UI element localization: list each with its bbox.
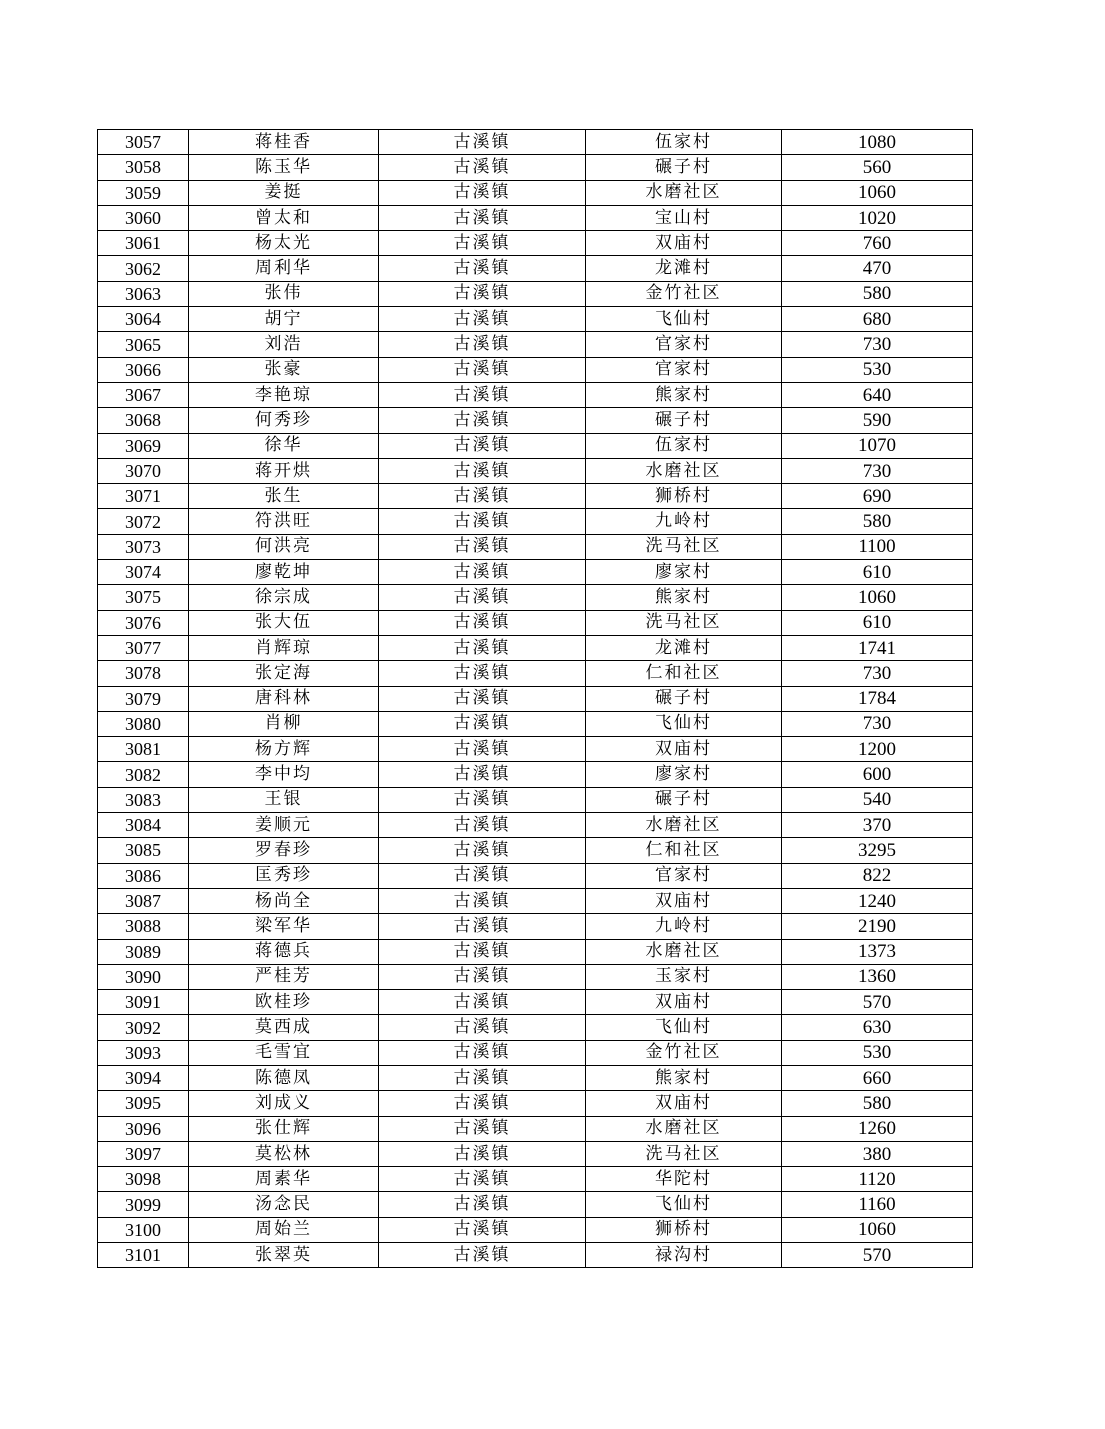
- village-name-cell: 水磨社区: [586, 458, 782, 483]
- town-name-cell: 古溪镇: [379, 357, 586, 382]
- village-name-cell: 华陀村: [586, 1167, 782, 1192]
- table-row: [98, 686, 973, 711]
- amount-cell: 1070: [782, 433, 973, 458]
- amount-cell: 1060: [782, 180, 973, 205]
- town-name-cell: 古溪镇: [379, 231, 586, 256]
- person-name-cell: 肖辉琼: [189, 635, 379, 660]
- town-name-cell: 古溪镇: [379, 307, 586, 332]
- row-number-cell: 3080: [98, 711, 189, 736]
- village-name-cell: 双庙村: [586, 737, 782, 762]
- table-row: [98, 838, 973, 863]
- table-row: [98, 1141, 973, 1166]
- town-name-cell: 古溪镇: [379, 433, 586, 458]
- town-name-cell: 古溪镇: [379, 180, 586, 205]
- town-name-cell: 古溪镇: [379, 382, 586, 407]
- table-row: [98, 180, 973, 205]
- amount-cell: 610: [782, 560, 973, 585]
- row-number-cell: 3096: [98, 1116, 189, 1141]
- table-row: [98, 231, 973, 256]
- person-name-cell: 蒋德兵: [189, 939, 379, 964]
- town-name-cell: 古溪镇: [379, 1192, 586, 1217]
- table-row: [98, 610, 973, 635]
- village-name-cell: 仁和社区: [586, 661, 782, 686]
- row-number-cell: 3057: [98, 130, 189, 155]
- person-name-cell: 徐华: [189, 433, 379, 458]
- village-name-cell: 碾子村: [586, 787, 782, 812]
- village-name-cell: 龙滩村: [586, 256, 782, 281]
- town-name-cell: 古溪镇: [379, 1040, 586, 1065]
- village-name-cell: 飞仙村: [586, 307, 782, 332]
- row-number-cell: 3073: [98, 534, 189, 559]
- row-number-cell: 3100: [98, 1217, 189, 1242]
- person-name-cell: 匡秀珍: [189, 863, 379, 888]
- person-name-cell: 李中均: [189, 762, 379, 787]
- table-row: [98, 357, 973, 382]
- person-name-cell: 刘成义: [189, 1091, 379, 1116]
- row-number-cell: 3095: [98, 1091, 189, 1116]
- person-name-cell: 唐科林: [189, 686, 379, 711]
- table-row: [98, 130, 973, 155]
- amount-cell: 1060: [782, 585, 973, 610]
- row-number-cell: 3059: [98, 180, 189, 205]
- table-row: [98, 813, 973, 838]
- town-name-cell: 古溪镇: [379, 635, 586, 660]
- village-name-cell: 碾子村: [586, 686, 782, 711]
- person-name-cell: 毛雪宜: [189, 1040, 379, 1065]
- table-row: [98, 914, 973, 939]
- amount-cell: 822: [782, 863, 973, 888]
- town-name-cell: 古溪镇: [379, 484, 586, 509]
- table-row: [98, 155, 973, 180]
- village-name-cell: 廖家村: [586, 762, 782, 787]
- table-row: [98, 560, 973, 585]
- village-name-cell: 九岭村: [586, 914, 782, 939]
- amount-cell: 1120: [782, 1167, 973, 1192]
- table-row: [98, 433, 973, 458]
- table-row: [98, 737, 973, 762]
- town-name-cell: 古溪镇: [379, 1015, 586, 1040]
- village-name-cell: 官家村: [586, 332, 782, 357]
- village-name-cell: 双庙村: [586, 231, 782, 256]
- person-name-cell: 杨方辉: [189, 737, 379, 762]
- town-name-cell: 古溪镇: [379, 281, 586, 306]
- table-row: [98, 509, 973, 534]
- amount-cell: 730: [782, 661, 973, 686]
- row-number-cell: 3101: [98, 1243, 189, 1268]
- town-name-cell: 古溪镇: [379, 408, 586, 433]
- town-name-cell: 古溪镇: [379, 1116, 586, 1141]
- village-name-cell: 双庙村: [586, 990, 782, 1015]
- person-name-cell: 何洪亮: [189, 534, 379, 559]
- row-number-cell: 3086: [98, 863, 189, 888]
- amount-cell: 580: [782, 1091, 973, 1116]
- town-name-cell: 古溪镇: [379, 585, 586, 610]
- town-name-cell: 古溪镇: [379, 155, 586, 180]
- person-name-cell: 陈德凤: [189, 1065, 379, 1090]
- row-number-cell: 3070: [98, 458, 189, 483]
- row-number-cell: 3058: [98, 155, 189, 180]
- person-name-cell: 李艳琼: [189, 382, 379, 407]
- amount-cell: 630: [782, 1015, 973, 1040]
- town-name-cell: 古溪镇: [379, 130, 586, 155]
- person-name-cell: 莫西成: [189, 1015, 379, 1040]
- person-name-cell: 莫松林: [189, 1141, 379, 1166]
- town-name-cell: 古溪镇: [379, 813, 586, 838]
- table-row: [98, 256, 973, 281]
- table-row: [98, 888, 973, 913]
- row-number-cell: 3077: [98, 635, 189, 660]
- village-name-cell: 九岭村: [586, 509, 782, 534]
- row-number-cell: 3060: [98, 205, 189, 230]
- town-name-cell: 古溪镇: [379, 888, 586, 913]
- table-row: [98, 939, 973, 964]
- town-name-cell: 古溪镇: [379, 964, 586, 989]
- town-name-cell: 古溪镇: [379, 1091, 586, 1116]
- row-number-cell: 3098: [98, 1167, 189, 1192]
- table-row: [98, 382, 973, 407]
- village-name-cell: 水磨社区: [586, 939, 782, 964]
- amount-cell: 530: [782, 1040, 973, 1065]
- person-name-cell: 周素华: [189, 1167, 379, 1192]
- table-row: [98, 762, 973, 787]
- amount-cell: 1741: [782, 635, 973, 660]
- amount-cell: 690: [782, 484, 973, 509]
- table-row: [98, 990, 973, 1015]
- table-row: [98, 711, 973, 736]
- person-name-cell: 梁军华: [189, 914, 379, 939]
- person-name-cell: 徐宗成: [189, 585, 379, 610]
- row-number-cell: 3076: [98, 610, 189, 635]
- amount-cell: 580: [782, 281, 973, 306]
- amount-cell: 1100: [782, 534, 973, 559]
- town-name-cell: 古溪镇: [379, 332, 586, 357]
- amount-cell: 1240: [782, 888, 973, 913]
- table-row: [98, 661, 973, 686]
- village-name-cell: 金竹社区: [586, 281, 782, 306]
- table-row: [98, 1192, 973, 1217]
- village-name-cell: 洗马社区: [586, 610, 782, 635]
- table-row: [98, 1243, 973, 1268]
- amount-cell: 590: [782, 408, 973, 433]
- village-name-cell: 洗马社区: [586, 534, 782, 559]
- row-number-cell: 3094: [98, 1065, 189, 1090]
- amount-cell: 1784: [782, 686, 973, 711]
- village-name-cell: 伍家村: [586, 433, 782, 458]
- town-name-cell: 古溪镇: [379, 610, 586, 635]
- table-row: [98, 1217, 973, 1242]
- village-name-cell: 双庙村: [586, 1091, 782, 1116]
- row-number-cell: 3085: [98, 838, 189, 863]
- person-name-cell: 蒋桂香: [189, 130, 379, 155]
- person-name-cell: 周利华: [189, 256, 379, 281]
- village-name-cell: 宝山村: [586, 205, 782, 230]
- row-number-cell: 3087: [98, 888, 189, 913]
- row-number-cell: 3068: [98, 408, 189, 433]
- amount-cell: 570: [782, 990, 973, 1015]
- person-name-cell: 姜挺: [189, 180, 379, 205]
- village-name-cell: 双庙村: [586, 888, 782, 913]
- amount-cell: 660: [782, 1065, 973, 1090]
- row-number-cell: 3090: [98, 964, 189, 989]
- village-name-cell: 碾子村: [586, 155, 782, 180]
- row-number-cell: 3078: [98, 661, 189, 686]
- row-number-cell: 3064: [98, 307, 189, 332]
- village-name-cell: 飞仙村: [586, 711, 782, 736]
- town-name-cell: 古溪镇: [379, 711, 586, 736]
- table-row: [98, 281, 973, 306]
- person-name-cell: 肖柳: [189, 711, 379, 736]
- town-name-cell: 古溪镇: [379, 990, 586, 1015]
- row-number-cell: 3093: [98, 1040, 189, 1065]
- person-name-cell: 罗春珍: [189, 838, 379, 863]
- person-name-cell: 张大伍: [189, 610, 379, 635]
- village-name-cell: 水磨社区: [586, 813, 782, 838]
- village-name-cell: 狮桥村: [586, 1217, 782, 1242]
- village-name-cell: 伍家村: [586, 130, 782, 155]
- person-name-cell: 张生: [189, 484, 379, 509]
- town-name-cell: 古溪镇: [379, 1065, 586, 1090]
- town-name-cell: 古溪镇: [379, 737, 586, 762]
- row-number-cell: 3081: [98, 737, 189, 762]
- amount-cell: 570: [782, 1243, 973, 1268]
- amount-cell: 380: [782, 1141, 973, 1166]
- amount-cell: 2190: [782, 914, 973, 939]
- table-row: [98, 332, 973, 357]
- person-name-cell: 陈玉华: [189, 155, 379, 180]
- amount-cell: 470: [782, 256, 973, 281]
- row-number-cell: 3075: [98, 585, 189, 610]
- row-number-cell: 3072: [98, 509, 189, 534]
- amount-cell: 560: [782, 155, 973, 180]
- town-name-cell: 古溪镇: [379, 838, 586, 863]
- amount-cell: 580: [782, 509, 973, 534]
- person-name-cell: 曾太和: [189, 205, 379, 230]
- village-name-cell: 水磨社区: [586, 1116, 782, 1141]
- table-row: [98, 534, 973, 559]
- table-row: [98, 1091, 973, 1116]
- town-name-cell: 古溪镇: [379, 762, 586, 787]
- amount-cell: 370: [782, 813, 973, 838]
- person-name-cell: 张仕辉: [189, 1116, 379, 1141]
- row-number-cell: 3079: [98, 686, 189, 711]
- row-number-cell: 3061: [98, 231, 189, 256]
- person-name-cell: 张伟: [189, 281, 379, 306]
- table-row: [98, 1116, 973, 1141]
- village-name-cell: 碾子村: [586, 408, 782, 433]
- amount-cell: 730: [782, 711, 973, 736]
- row-number-cell: 3092: [98, 1015, 189, 1040]
- person-name-cell: 汤念民: [189, 1192, 379, 1217]
- town-name-cell: 古溪镇: [379, 914, 586, 939]
- amount-cell: 730: [782, 332, 973, 357]
- village-name-cell: 玉家村: [586, 964, 782, 989]
- person-name-cell: 胡宁: [189, 307, 379, 332]
- person-name-cell: 杨尚全: [189, 888, 379, 913]
- data-table: [97, 129, 973, 1268]
- village-name-cell: 廖家村: [586, 560, 782, 585]
- amount-cell: 760: [782, 231, 973, 256]
- table-row: [98, 863, 973, 888]
- table-row: [98, 1015, 973, 1040]
- town-name-cell: 古溪镇: [379, 1167, 586, 1192]
- town-name-cell: 古溪镇: [379, 686, 586, 711]
- table-row: [98, 964, 973, 989]
- town-name-cell: 古溪镇: [379, 1141, 586, 1166]
- person-name-cell: 王银: [189, 787, 379, 812]
- village-name-cell: 狮桥村: [586, 484, 782, 509]
- amount-cell: 730: [782, 458, 973, 483]
- table-row: [98, 1040, 973, 1065]
- amount-cell: 1260: [782, 1116, 973, 1141]
- amount-cell: 1160: [782, 1192, 973, 1217]
- row-number-cell: 3089: [98, 939, 189, 964]
- town-name-cell: 古溪镇: [379, 509, 586, 534]
- person-name-cell: 符洪旺: [189, 509, 379, 534]
- town-name-cell: 古溪镇: [379, 534, 586, 559]
- village-name-cell: 飞仙村: [586, 1192, 782, 1217]
- amount-cell: 1360: [782, 964, 973, 989]
- amount-cell: 600: [782, 762, 973, 787]
- amount-cell: 610: [782, 610, 973, 635]
- person-name-cell: 杨太光: [189, 231, 379, 256]
- amount-cell: 530: [782, 357, 973, 382]
- town-name-cell: 古溪镇: [379, 560, 586, 585]
- amount-cell: 540: [782, 787, 973, 812]
- row-number-cell: 3067: [98, 382, 189, 407]
- row-number-cell: 3071: [98, 484, 189, 509]
- table-row: [98, 307, 973, 332]
- document-sheet: [97, 129, 973, 1268]
- village-name-cell: 水磨社区: [586, 180, 782, 205]
- row-number-cell: 3062: [98, 256, 189, 281]
- row-number-cell: 3091: [98, 990, 189, 1015]
- town-name-cell: 古溪镇: [379, 661, 586, 686]
- person-name-cell: 张定海: [189, 661, 379, 686]
- town-name-cell: 古溪镇: [379, 863, 586, 888]
- village-name-cell: 飞仙村: [586, 1015, 782, 1040]
- person-name-cell: 蒋开烘: [189, 458, 379, 483]
- village-name-cell: 仁和社区: [586, 838, 782, 863]
- table-row: [98, 408, 973, 433]
- row-number-cell: 3065: [98, 332, 189, 357]
- row-number-cell: 3099: [98, 1192, 189, 1217]
- town-name-cell: 古溪镇: [379, 1217, 586, 1242]
- person-name-cell: 周始兰: [189, 1217, 379, 1242]
- table-row: [98, 1167, 973, 1192]
- person-name-cell: 张翠英: [189, 1243, 379, 1268]
- table-row: [98, 635, 973, 660]
- amount-cell: 1373: [782, 939, 973, 964]
- amount-cell: 1200: [782, 737, 973, 762]
- row-number-cell: 3069: [98, 433, 189, 458]
- village-name-cell: 金竹社区: [586, 1040, 782, 1065]
- table-row: [98, 458, 973, 483]
- amount-cell: 1080: [782, 130, 973, 155]
- person-name-cell: 欧桂珍: [189, 990, 379, 1015]
- village-name-cell: 禄沟村: [586, 1243, 782, 1268]
- table-row: [98, 787, 973, 812]
- person-name-cell: 廖乾坤: [189, 560, 379, 585]
- person-name-cell: 严桂芳: [189, 964, 379, 989]
- town-name-cell: 古溪镇: [379, 256, 586, 281]
- amount-cell: 1060: [782, 1217, 973, 1242]
- table-body: [98, 130, 973, 1268]
- village-name-cell: 官家村: [586, 357, 782, 382]
- amount-cell: 640: [782, 382, 973, 407]
- row-number-cell: 3084: [98, 813, 189, 838]
- table-row: [98, 484, 973, 509]
- village-name-cell: 官家村: [586, 863, 782, 888]
- person-name-cell: 何秀珍: [189, 408, 379, 433]
- amount-cell: 1020: [782, 205, 973, 230]
- village-name-cell: 熊家村: [586, 1065, 782, 1090]
- town-name-cell: 古溪镇: [379, 205, 586, 230]
- amount-cell: 680: [782, 307, 973, 332]
- village-name-cell: 熊家村: [586, 585, 782, 610]
- village-name-cell: 洗马社区: [586, 1141, 782, 1166]
- town-name-cell: 古溪镇: [379, 939, 586, 964]
- row-number-cell: 3097: [98, 1141, 189, 1166]
- table-row: [98, 1065, 973, 1090]
- person-name-cell: 刘浩: [189, 332, 379, 357]
- town-name-cell: 古溪镇: [379, 1243, 586, 1268]
- row-number-cell: 3083: [98, 787, 189, 812]
- town-name-cell: 古溪镇: [379, 458, 586, 483]
- table-row: [98, 585, 973, 610]
- person-name-cell: 姜顺元: [189, 813, 379, 838]
- row-number-cell: 3063: [98, 281, 189, 306]
- table-row: [98, 205, 973, 230]
- village-name-cell: 熊家村: [586, 382, 782, 407]
- row-number-cell: 3066: [98, 357, 189, 382]
- row-number-cell: 3074: [98, 560, 189, 585]
- amount-cell: 3295: [782, 838, 973, 863]
- town-name-cell: 古溪镇: [379, 787, 586, 812]
- person-name-cell: 张豪: [189, 357, 379, 382]
- row-number-cell: 3088: [98, 914, 189, 939]
- row-number-cell: 3082: [98, 762, 189, 787]
- village-name-cell: 龙滩村: [586, 635, 782, 660]
